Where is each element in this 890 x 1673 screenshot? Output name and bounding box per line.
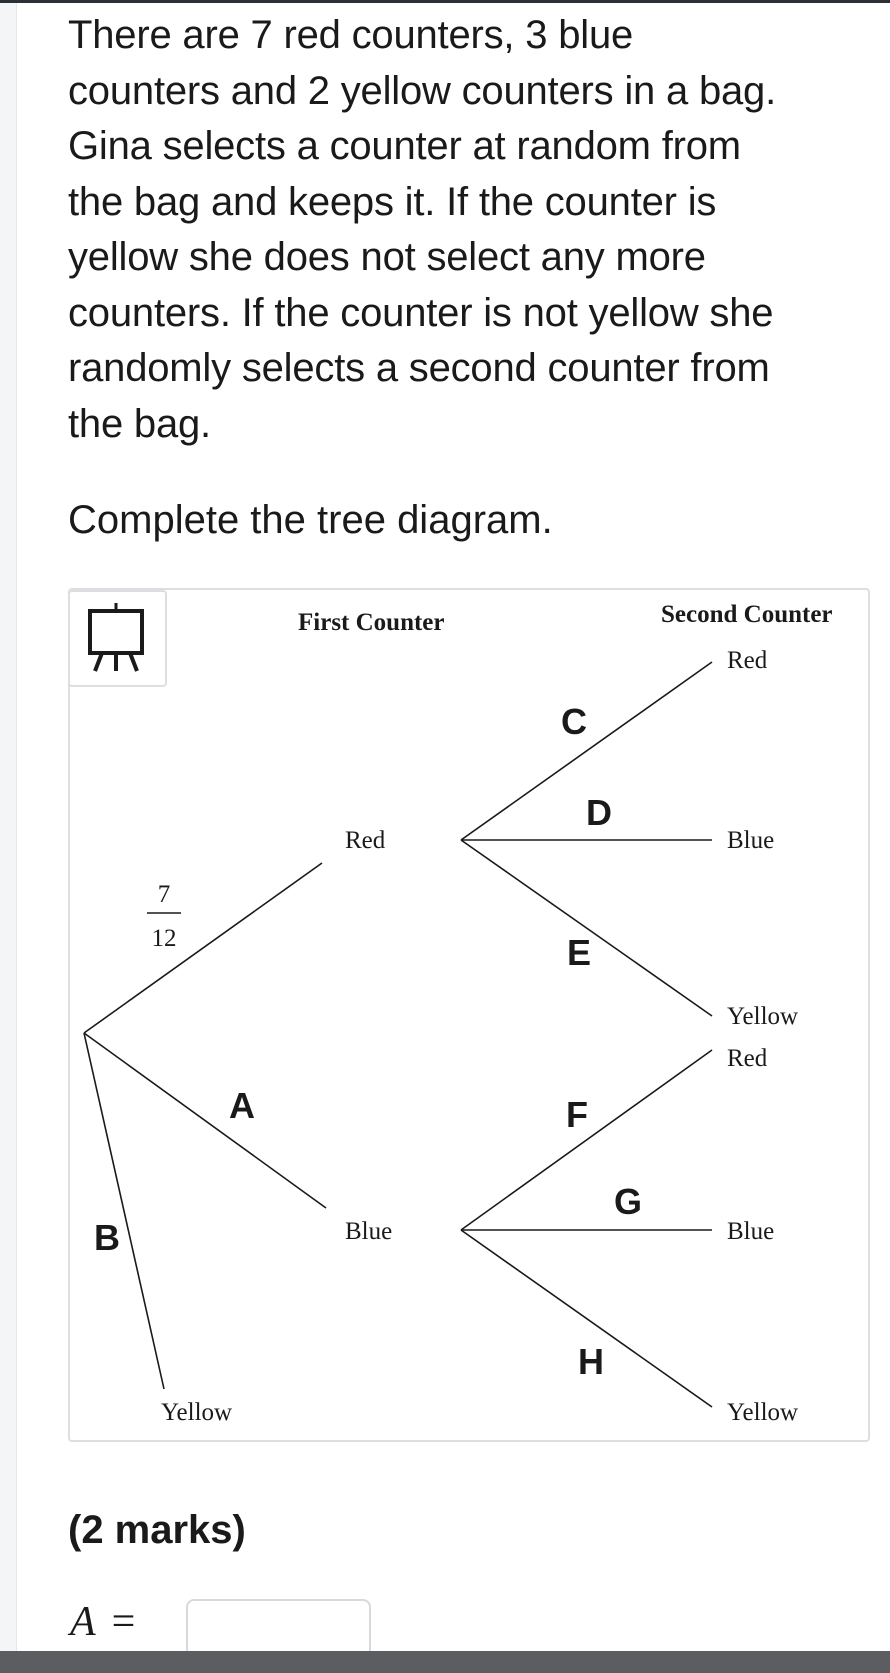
question-line: the bag. xyxy=(68,401,211,446)
branch-yellow xyxy=(84,1033,164,1389)
question-line: Gina selects a counter at random from xyxy=(68,124,741,168)
first-red-label: Red xyxy=(345,827,386,854)
question-line: randomly selects a second counter from xyxy=(68,346,770,390)
bottom-bar xyxy=(0,1651,890,1673)
question-line: counters and 2 yellow counters in a bag. xyxy=(68,68,776,113)
marks-label: (2 marks) xyxy=(68,1508,246,1552)
question-line: counters. If the counter is not yellow she xyxy=(68,290,774,335)
question-line: There are 7 red counters, 3 blue xyxy=(68,13,634,57)
second-yellow-after-red-label: Yellow xyxy=(727,1003,799,1030)
red-probability-denominator: 12 xyxy=(151,925,177,952)
second-yellow-after-blue-label: Yellow xyxy=(727,1399,799,1426)
first-counter-heading: First Counter xyxy=(298,609,445,636)
branch-blue-red xyxy=(461,1050,712,1230)
branch-red-yellow xyxy=(461,840,712,1016)
unknown-c-label: C xyxy=(561,701,587,742)
answer-variable: A xyxy=(70,1599,96,1645)
second-red-after-blue-label: Red xyxy=(727,1045,768,1072)
unknown-b-label: B xyxy=(94,1217,120,1258)
unknown-d-label: D xyxy=(586,792,612,833)
unknown-a-label: A xyxy=(229,1085,255,1126)
first-yellow-label: Yellow xyxy=(161,1399,233,1426)
second-red-after-red-label: Red xyxy=(727,647,768,674)
red-probability-numerator: 7 xyxy=(157,881,171,908)
answer-a-input[interactable] xyxy=(186,1599,371,1659)
easel-icon xyxy=(86,600,150,680)
second-counter-heading: Second Counter xyxy=(661,601,833,628)
whiteboard-button[interactable] xyxy=(68,590,167,687)
branch-red xyxy=(84,863,322,1033)
question-line: yellow she does not select any more xyxy=(68,235,706,279)
instruction-text: Complete the tree diagram. xyxy=(68,498,553,542)
answer-label xyxy=(70,1593,135,1651)
unknown-f-label: F xyxy=(566,1094,588,1135)
unknown-g-label: G xyxy=(614,1181,643,1222)
unknown-e-label: E xyxy=(567,932,592,973)
branch-blue xyxy=(84,1033,326,1208)
first-stage-branches xyxy=(84,863,326,1389)
second-blue-after-red-label: Blue xyxy=(727,827,775,854)
first-blue-label: Blue xyxy=(345,1218,393,1245)
question-line: the bag and keeps it. If the counter is xyxy=(68,179,717,224)
answer-equals-sign: = xyxy=(111,1599,136,1645)
second-blue-after-blue-label: Blue xyxy=(727,1218,775,1245)
unknown-h-label: H xyxy=(578,1341,604,1382)
